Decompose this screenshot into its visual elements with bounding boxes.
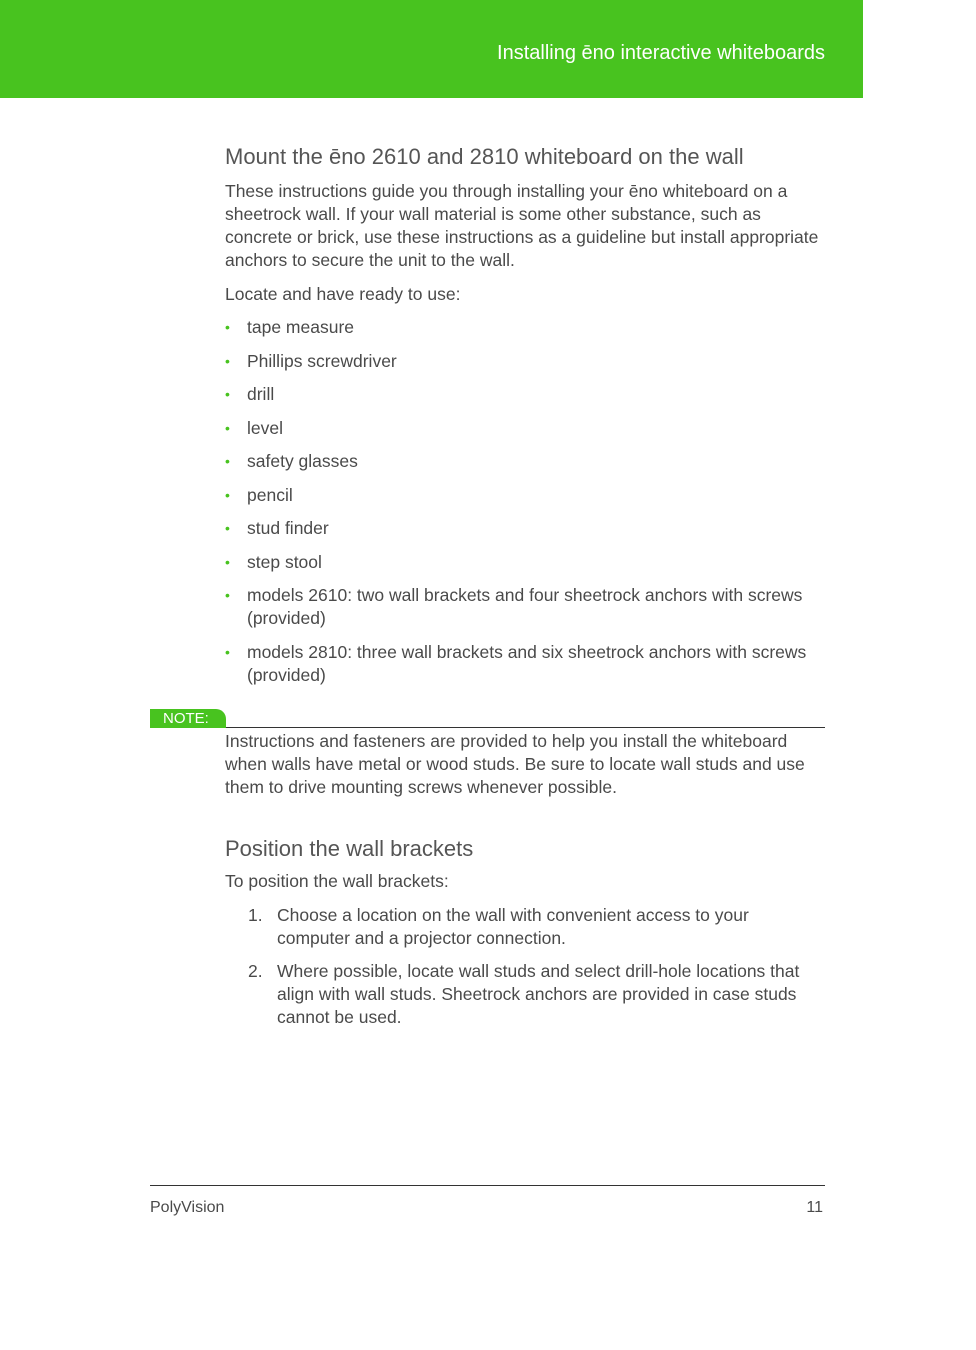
step-item (225, 904, 825, 950)
step-item (225, 960, 825, 1029)
bullet-icon: • (225, 453, 230, 469)
bullet-icon: • (225, 486, 230, 503)
tools-list (225, 316, 825, 687)
note-text: Instructions and fasteners are provided to help you install the whiteboard when walls have metal or wood studs. Be sure to locate wall studs and use them to drive mounting screws whenever possible. (225, 731, 805, 797)
note-rule (226, 727, 825, 728)
list-item (225, 484, 825, 507)
list-item (225, 584, 825, 630)
locate-paragraph: Locate and have ready to use: (225, 284, 461, 304)
list-item (225, 316, 825, 339)
intro-paragraph: These instructions guide you through installing your ēno whiteboard on a sheetrock wall. If your wall material is some other substance, such as concrete or brick, use these instructions as a guideline but install appropriate anchors to secure the unit to the wall. (225, 181, 819, 270)
list-item-text: models 2610: two wall brackets and four sheetrock anchors with screws (provided) (247, 585, 803, 628)
list-item (225, 450, 825, 473)
bullet-icon: • (225, 386, 230, 402)
list-item (225, 641, 825, 687)
list-item-text: step stool (247, 551, 322, 572)
section-heading-mount: Mount the ēno 2610 and 2810 whiteboard on the wall (225, 144, 744, 169)
footer-rule (150, 1185, 825, 1186)
bullet-icon: • (225, 587, 230, 603)
list-item (225, 350, 825, 373)
page-number: 11 (806, 1199, 823, 1216)
bullet-icon: • (225, 520, 230, 536)
list-item (225, 551, 825, 574)
list-item (225, 417, 825, 440)
bullet-icon: • (225, 352, 230, 369)
note-label: NOTE: (150, 709, 226, 728)
steps-lead: To position the wall brackets: (225, 871, 449, 891)
header-band (0, 0, 863, 98)
bullet-icon: • (225, 419, 230, 436)
list-item (225, 517, 825, 540)
step-text: Choose a location on the wall with convenient access to your computer and a projector connection. (277, 905, 749, 948)
list-item-text: stud finder (247, 518, 329, 538)
bullet-icon: • (225, 553, 230, 570)
section-position (225, 834, 825, 1039)
step-text: Where possible, locate wall studs and select drill-hole locations that align with wall studs. Sheetrock anchors are provided in case studs cannot be used. (277, 961, 800, 1027)
section-mount (225, 142, 825, 697)
list-item-text: models 2810: three wall brackets and six sheetrock anchors with screws (provided) (247, 641, 807, 685)
steps-list (225, 904, 825, 1029)
bullet-icon: • (225, 643, 230, 660)
list-item-text: level (247, 417, 283, 438)
section-heading-position: Position the wall brackets (225, 836, 474, 861)
list-item-text: tape measure (247, 317, 355, 337)
list-item-text: safety glasses (247, 451, 358, 471)
bullet-icon: • (225, 319, 230, 335)
footer-brand: PolyVision (150, 1199, 225, 1216)
list-item (225, 383, 825, 406)
list-item-text: Phillips screwdriver (247, 350, 397, 371)
list-item-text: pencil (247, 484, 293, 505)
list-item-text: drill (247, 384, 275, 404)
step-number: 2. (248, 961, 263, 981)
step-number: 1. (248, 905, 263, 925)
running-header-title: Installing ēno interactive whiteboards (497, 42, 825, 64)
